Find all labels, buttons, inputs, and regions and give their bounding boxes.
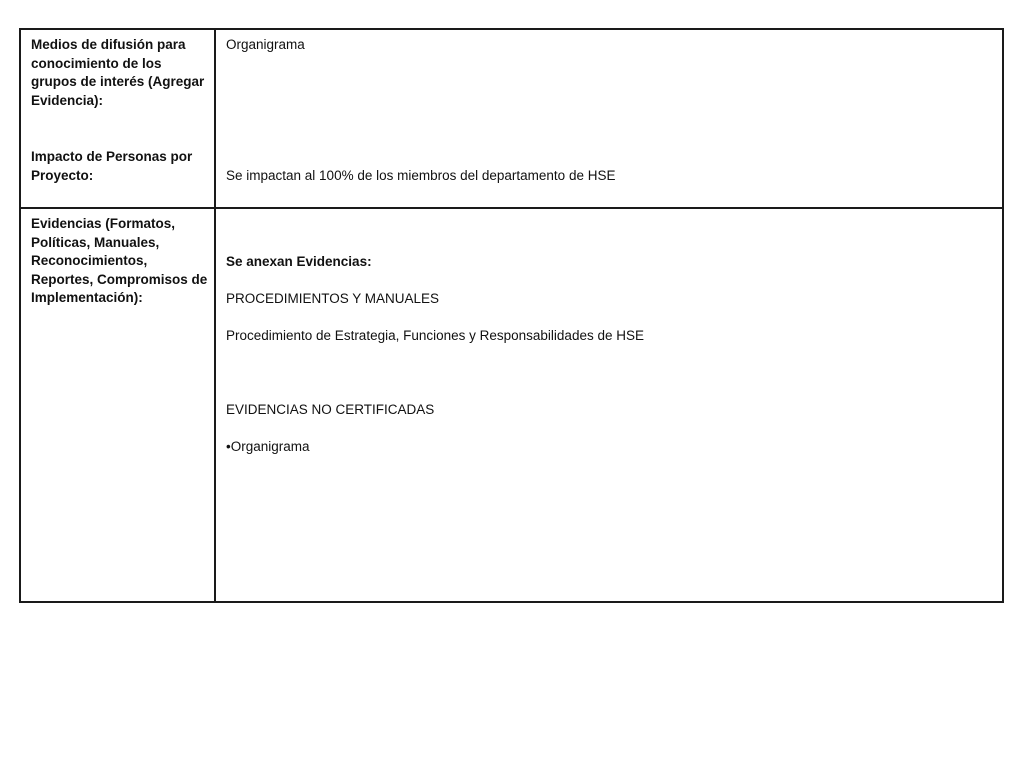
evidence-line: Procedimiento de Estrategia, Funciones y Responsabilidades de HSE <box>226 327 644 343</box>
dissemination-label: Medios de difusión para conocimiento de los grupos de interés (Agregar Evidencia): <box>31 37 205 108</box>
evidence-line: •Organigrama <box>226 438 310 454</box>
dissemination-value: Organigrama <box>226 37 305 52</box>
evidence-line <box>226 364 992 383</box>
label-cell <box>21 209 216 601</box>
impact-value: Se impactan al 100% de los miembros del departamento de HSE <box>226 168 616 183</box>
evidence-list <box>226 234 992 475</box>
value-cell <box>216 30 1002 207</box>
impact-label: Impacto de Personas por Proyecto: <box>31 149 193 183</box>
evidence-table <box>19 28 1004 603</box>
evidence-label: Evidencias (Formatos, Políticas, Manuales, Reconocimientos, Reportes, Compromisos de Implementación): <box>31 216 208 305</box>
table-row <box>21 30 1002 209</box>
evidence-line: PROCEDIMIENTOS Y MANUALES <box>226 290 440 306</box>
label-cell <box>21 30 216 207</box>
table-row <box>21 209 1002 601</box>
value-cell <box>216 209 1002 601</box>
evidence-line: EVIDENCIAS NO CERTIFICADAS <box>226 401 435 417</box>
evidence-heading: Se anexan Evidencias: <box>226 253 372 269</box>
